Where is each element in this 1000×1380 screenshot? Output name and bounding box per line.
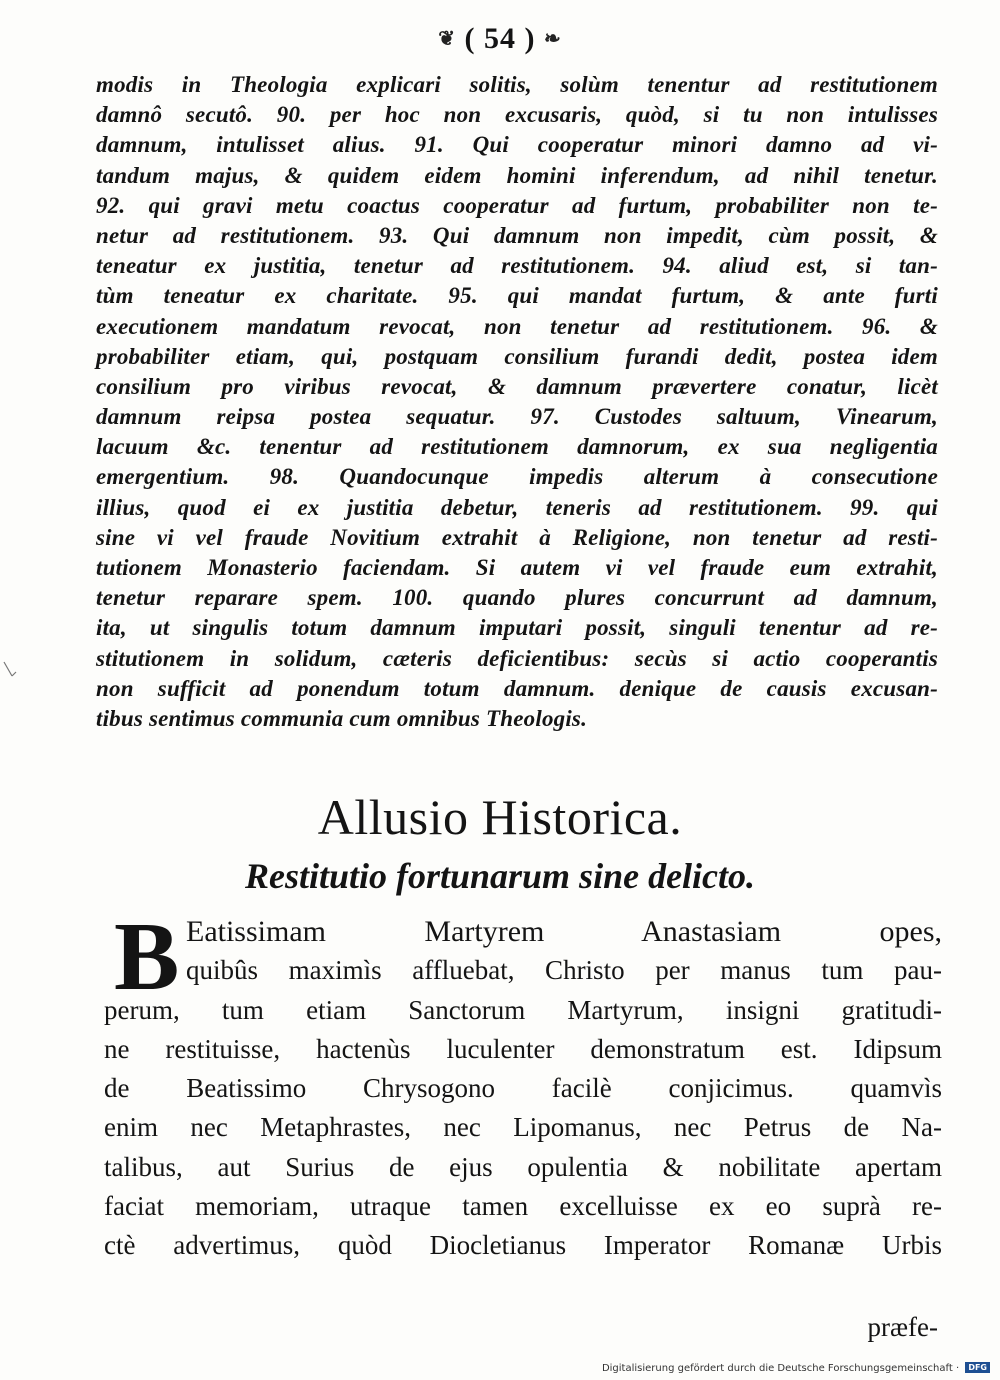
page-number: 54 — [484, 22, 516, 55]
italic-line: netur ad restitutionem. 93. Qui damnum non impedit, cùm possit, & — [96, 222, 938, 248]
body-line: talibus, aut Surius de ejus opulentia & nobilitate apertam — [104, 1151, 942, 1182]
italic-line: damnum, intulisset alius. 91. Qui cooperatur minori damno ad vi- — [96, 132, 938, 158]
italic-line: consilium pro viribus revocat, & damnum prævertere conatur, licèt — [96, 373, 938, 399]
italic-text-block — [96, 70, 938, 734]
body-line: Eatissimam Martyrem Anastasiam opes, — [186, 915, 942, 948]
body-line: perum, tum etiam Sanctorum Martyrum, insigni gratitudi- — [104, 994, 942, 1025]
italic-line: non sufficit ad ponendum totum damnum. denique de causis excusan- — [96, 675, 938, 701]
italic-line: illius, quod ei ex justitia debetur, teneris ad restitutionem. 99. qui — [96, 494, 938, 520]
italic-line: 92. qui gravi metu coactus cooperatur ad furtum, probabiliter non te- — [96, 192, 938, 218]
catchword: præfe- — [867, 1312, 938, 1342]
italic-line: lacuum &c. tenentur ad restitutionem damnorum, ex sua negligentia — [96, 434, 938, 460]
body-text-block — [104, 903, 942, 1266]
body-line: enim nec Metaphrastes, nec Lipomanus, nec Petrus de Na- — [104, 1112, 942, 1143]
italic-line: tùm teneatur ex charitate. 95. qui mandat furtum, & ante furti — [96, 283, 938, 309]
italic-line: sine vi vel fraude Novitium extrahit à Religione, non tenetur ad resti- — [96, 524, 938, 550]
footer-text: Digitalisierung gefördert durch die Deutsche Forschungsgemeinschaft · — [601, 1363, 960, 1374]
body-line: ctè advertimus, quòd Diocletianus Imperator Romanæ Urbis — [104, 1230, 942, 1261]
page-number-open-paren: ( — [464, 22, 476, 55]
body-line: de Beatissimo Chrysogono facilè conjicimus. quamvìs — [104, 1073, 942, 1104]
page-number-close-paren: ) — [524, 22, 536, 55]
section-title: Allusio Historica. — [317, 789, 683, 845]
italic-line: executionem mandatum revocat, non tenetur ad restitutionem. 96. & — [96, 313, 938, 339]
italic-line: tibus sentimus communia cum omnibus Theologis. — [96, 705, 588, 731]
italic-line: probabiliter etiam, qui, postquam consilium furandi dedit, postea idem — [96, 343, 938, 369]
body-line: quibûs maximìs affluebat, Christo per manus tum pau- — [186, 955, 942, 986]
page-header — [0, 22, 1000, 56]
italic-line: ita, ut singulis totum damnum imputari possit, singuli tenentur ad re- — [96, 615, 938, 641]
drop-cap: B — [114, 903, 180, 1011]
italic-line: modis in Theologia explicari solitis, solùm tenentur ad restitutionem — [96, 72, 938, 97]
italic-line: emergentium. 98. Quandocunque impedis alterum à consecutione — [96, 464, 938, 490]
body-line: faciat memoriam, utraque tamen excelluisse ex eo suprà re- — [104, 1191, 942, 1222]
italic-line: tenetur reparare spem. 100. quando plures concurrunt ad damnum, — [96, 585, 938, 611]
section-subtitle: Restitutio fortunarum sine delicto. — [244, 856, 756, 896]
dfg-logo: DFG — [965, 1362, 990, 1373]
digitization-footer — [602, 1362, 990, 1374]
italic-line: damnum reipsa postea sequatur. 97. Custodes saltuum, Vinearum, — [96, 404, 938, 430]
body-line: ne restituisse, hactenùs luculenter demonstratum est. Idipsum — [104, 1033, 942, 1064]
right-ornament-icon: ❧ — [544, 28, 562, 50]
margin-mark-icon — [2, 660, 20, 680]
left-ornament-icon: ❦ — [438, 28, 456, 50]
italic-line: stitutionem in solidum, cæteris deficientibus: secùs si actio cooperantis — [96, 645, 938, 671]
italic-line: damnô secutô. 90. per hoc non excusaris, quòd, si tu non intulisses — [96, 102, 938, 128]
italic-line: teneatur ex justitia, tenetur ad restitutionem. 94. aliud est, si tan- — [96, 253, 938, 279]
italic-line: tandum majus, & quidem eidem homini inferendum, ad nihil tenetur. — [96, 162, 938, 188]
italic-line: tutionem Monasterio faciendam. Si autem vi vel fraude eum extrahit, — [96, 555, 938, 580]
